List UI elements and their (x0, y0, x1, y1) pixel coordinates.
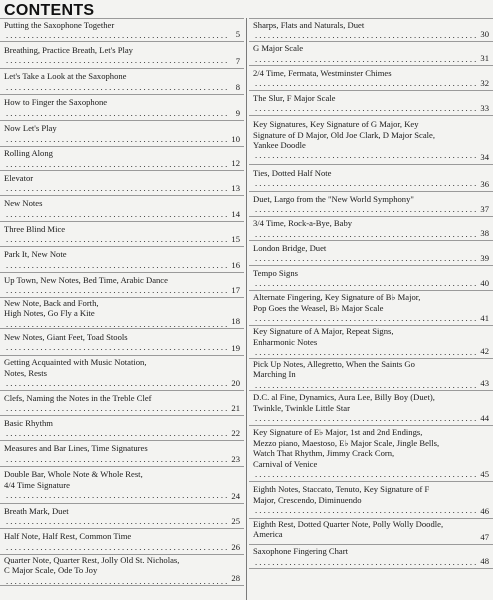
toc-page-number: 13 (231, 182, 240, 193)
toc-page-number: 10 (231, 133, 240, 144)
toc-entry[interactable] (249, 18, 493, 42)
toc-entry-title: Breath Mark, Duet . . . (0, 506, 244, 527)
toc-dot-leader (255, 380, 476, 390)
toc-dot-leader (255, 313, 476, 323)
toc-entry[interactable] (0, 504, 244, 529)
toc-entry[interactable] (0, 247, 244, 273)
toc-entry[interactable] (0, 121, 244, 147)
toc-page-number: 18 (231, 315, 240, 326)
toc-entry[interactable] (0, 42, 244, 69)
toc-entry-title: Saxophone Fingering Chart . . . (249, 546, 493, 567)
toc-dot-leader (255, 469, 476, 479)
toc-dot-leader (6, 319, 227, 328)
toc-page-number: 20 (231, 377, 240, 388)
toc-dot-leader (6, 454, 227, 464)
toc-entry-title: Now Let's Play . . . (0, 123, 244, 144)
toc-entry-title: How to Finger the Saxophone . . . (0, 97, 244, 118)
toc-entry-title: Park It, New Note . . . (0, 249, 244, 270)
toc-entry-title: Tempo Signs . . . (249, 268, 493, 289)
toc-entry[interactable] (249, 482, 493, 519)
toc-entry-title: Key Signature of A Major, Repeat Signs, Enharmonic Notes . . . (249, 326, 493, 357)
toc-dot-leader (6, 378, 227, 388)
toc-entry-title: Let's Take a Look at the Saxophone . . . (0, 71, 244, 92)
toc-dot-leader (6, 342, 227, 352)
toc-entry-title: Ties, Dotted Half Note . . . (249, 168, 493, 189)
toc-dot-leader (255, 204, 476, 214)
toc-entry[interactable] (0, 273, 244, 298)
toc-entry-title: London Bridge, Duet . . . (249, 243, 493, 264)
toc-page-number: 32 (480, 77, 489, 88)
toc-page-number: 47 (480, 531, 489, 542)
toc-entry[interactable] (0, 555, 244, 586)
toc-dot-leader (255, 278, 476, 288)
toc-entry[interactable] (0, 196, 244, 222)
toc-entry[interactable] (249, 116, 493, 165)
toc-dot-leader (255, 78, 476, 88)
toc-dot-leader (255, 150, 476, 160)
toc-page-number: 48 (480, 555, 489, 566)
toc-page-number: 26 (231, 541, 240, 552)
toc-entry-title: Basic Rhythm . . . (0, 418, 244, 439)
toc-entry[interactable] (249, 545, 493, 569)
toc-entry[interactable] (249, 266, 493, 291)
toc-entry[interactable] (249, 326, 493, 359)
toc-entry-title: Double Bar, Whole Note & Whole Rest, 4/4 Time Signature . . . (0, 469, 244, 500)
toc-entry-title: Alternate Fingering, Key Signature of B♭ Major, Pop Goes the Weasel, B♭ Major Scale . . . (249, 292, 493, 323)
toc-entry[interactable] (249, 165, 493, 192)
toc-page-number: 7 (235, 55, 240, 66)
toc-page-number: 25 (231, 515, 240, 526)
toc-dot-leader (6, 576, 227, 585)
toc-entry[interactable] (249, 217, 493, 241)
toc-dot-leader (6, 134, 227, 144)
toc-page-number: 8 (235, 81, 240, 92)
toc-entry-title: Measures and Bar Lines, Time Signatures . . . (0, 443, 244, 464)
toc-entry-title: D.C. al Fine, Dynamics, Aura Lee, Billy Boy (Duet), Twinkle, Twinkle Little Star . . . (249, 392, 493, 423)
toc-dot-leader (6, 82, 227, 92)
toc-entry[interactable] (0, 416, 244, 441)
toc-page-number: 34 (480, 151, 489, 162)
column-divider (246, 18, 247, 600)
toc-page-number: 40 (480, 277, 489, 288)
toc-page-number: 28 (231, 572, 240, 583)
contents-column-right (249, 18, 493, 600)
toc-entry[interactable] (249, 519, 493, 545)
toc-entry[interactable] (0, 95, 244, 121)
toc-dot-leader (255, 229, 476, 239)
toc-page-number: 24 (231, 490, 240, 501)
toc-page-number: 23 (231, 453, 240, 464)
toc-entry-title: 3/4 Time, Rock-a-Bye, Baby . . . (249, 218, 493, 239)
toc-entry[interactable] (249, 192, 493, 217)
toc-entry-title: G Major Scale . . . (249, 43, 493, 64)
toc-page-number: 36 (480, 178, 489, 189)
contents-column-left (0, 18, 244, 600)
toc-entry[interactable] (0, 171, 244, 196)
toc-dot-leader (6, 516, 227, 526)
toc-entry[interactable] (0, 18, 244, 42)
toc-entry-title: New Notes . . . (0, 198, 244, 219)
toc-entry-title: Clefs, Naming the Notes in the Treble Clef . . . (0, 393, 244, 414)
toc-page-number: 30 (480, 28, 489, 39)
toc-entry[interactable] (0, 329, 244, 356)
toc-dot-leader (6, 30, 227, 40)
toc-dot-leader (255, 253, 476, 263)
toc-entry[interactable] (0, 69, 244, 95)
toc-dot-leader (255, 103, 476, 113)
toc-entry[interactable] (0, 529, 244, 555)
toc-page-number: 21 (231, 402, 240, 413)
toc-entry[interactable] (249, 241, 493, 266)
toc-dot-leader (255, 540, 476, 544)
toc-dot-leader (6, 285, 227, 295)
toc-entry-title: Sharps, Flats and Naturals, Duet . . . (249, 20, 493, 41)
toc-entry[interactable] (249, 359, 493, 391)
toc-dot-leader (6, 428, 227, 438)
toc-entry[interactable] (0, 222, 244, 247)
toc-page-number: 46 (480, 505, 489, 516)
toc-page-number: 22 (231, 427, 240, 438)
toc-page-number: 45 (480, 468, 489, 479)
toc-entry-title: Three Blind Mice . . . (0, 224, 244, 245)
toc-entry[interactable] (249, 291, 493, 326)
toc-dot-leader (6, 159, 227, 169)
toc-page-number: 19 (231, 342, 240, 353)
toc-dot-leader (6, 55, 227, 65)
toc-entry-title: The Slur, F Major Scale . . . (249, 93, 493, 114)
toc-entry-title: Up Town, New Notes, Bed Time, Arabic Dance . . . (0, 275, 244, 296)
toc-entry-title: Putting the Saxophone Together . . . (0, 20, 244, 41)
toc-entry-title: Key Signatures, Key Signature of G Major, Key Signature of D Major, Old Joe Clark, D Major Scale, Yankee Doodle . . . (249, 119, 493, 161)
toc-page-number: 41 (480, 312, 489, 323)
toc-entry[interactable] (0, 391, 244, 416)
toc-page-number: 39 (480, 252, 489, 263)
toc-dot-leader (255, 347, 476, 357)
toc-page-number: 38 (480, 227, 489, 238)
toc-entry[interactable] (249, 426, 493, 482)
toc-entry-title: New Note, Back and Forth, High Notes, Go Fly a Kite . . . (0, 298, 244, 328)
toc-entry-title: Quarter Note, Quarter Rest, Jolly Old St. Nicholas, C Major Scale, Ode To Joy . . . (0, 555, 244, 585)
toc-entry[interactable] (0, 441, 244, 467)
toc-entry-title: Rolling Along . . . (0, 148, 244, 169)
toc-page-number: 14 (231, 208, 240, 219)
toc-entry[interactable] (249, 66, 493, 91)
toc-entry-title: Breathing, Practice Breath, Let's Play . . . (0, 45, 244, 66)
toc-entry[interactable] (0, 356, 244, 391)
toc-entry[interactable] (0, 298, 244, 329)
toc-entry[interactable] (249, 391, 493, 426)
toc-entry-title: Pick Up Notes, Allegretto, When the Saints Go Marching In . . . (249, 359, 493, 390)
toc-dot-leader (6, 490, 227, 500)
toc-dot-leader (255, 413, 476, 423)
toc-entry-title: Key Signature of E♭ Major, 1st and 2nd Endings, Mezzo piano, Maestoso, E♭ Major Scale, Jingle Bells, Watch That Rhythm, Jimmy Crack Corn, Carnival of Venice . . . (249, 427, 493, 479)
toc-dot-leader (255, 557, 476, 567)
toc-page-number: 15 (231, 233, 240, 244)
toc-page-number: 37 (480, 203, 489, 214)
toc-entry-title: New Notes, Giant Feet, Toad Stools . . . (0, 332, 244, 353)
toc-entry[interactable] (0, 147, 244, 171)
page-title: CONTENTS (4, 2, 95, 19)
toc-page-number: 9 (235, 107, 240, 118)
toc-page-number: 17 (231, 284, 240, 295)
toc-entry-title: 2/4 Time, Fermata, Westminster Chimes . . . (249, 68, 493, 89)
toc-dot-leader (6, 108, 227, 118)
toc-dot-leader (255, 54, 476, 64)
toc-page-number: 42 (480, 345, 489, 356)
toc-dot-leader (6, 183, 227, 193)
toc-entry-title: Getting Acquainted with Music Notation, Notes, Rests . . . (0, 357, 244, 388)
toc-entry-title: Duet, Largo from the "New World Symphony" . . . (249, 194, 493, 215)
toc-entry-title: Eighth Rest, Dotted Quarter Note, Polly Wolly Doodle, America . . . (249, 519, 493, 544)
toc-entry-title: Elevator . . . (0, 173, 244, 194)
toc-dot-leader (6, 403, 227, 413)
toc-page-number: 12 (231, 157, 240, 168)
toc-dot-leader (6, 209, 227, 219)
toc-entry-title: Half Note, Half Rest, Common Time . . . (0, 531, 244, 552)
toc-dot-leader (6, 260, 227, 270)
toc-dot-leader (255, 178, 476, 188)
toc-page-number: 31 (480, 52, 489, 63)
toc-dot-leader (255, 505, 476, 515)
toc-entry[interactable] (249, 91, 493, 116)
toc-page-number: 33 (480, 102, 489, 113)
toc-entry-title: Eighth Notes, Staccato, Tenuto, Key Signature of F Major, Crescendo, Diminuendo . . . (249, 484, 493, 515)
toc-entry[interactable] (0, 467, 244, 504)
toc-dot-leader (6, 542, 227, 552)
toc-page-number: 16 (231, 259, 240, 270)
toc-entry[interactable] (249, 42, 493, 66)
toc-page-number: 44 (480, 412, 489, 423)
toc-page-number: 43 (480, 377, 489, 388)
toc-dot-leader (255, 30, 476, 40)
toc-page-number: 5 (235, 28, 240, 39)
toc-dot-leader (6, 234, 227, 244)
